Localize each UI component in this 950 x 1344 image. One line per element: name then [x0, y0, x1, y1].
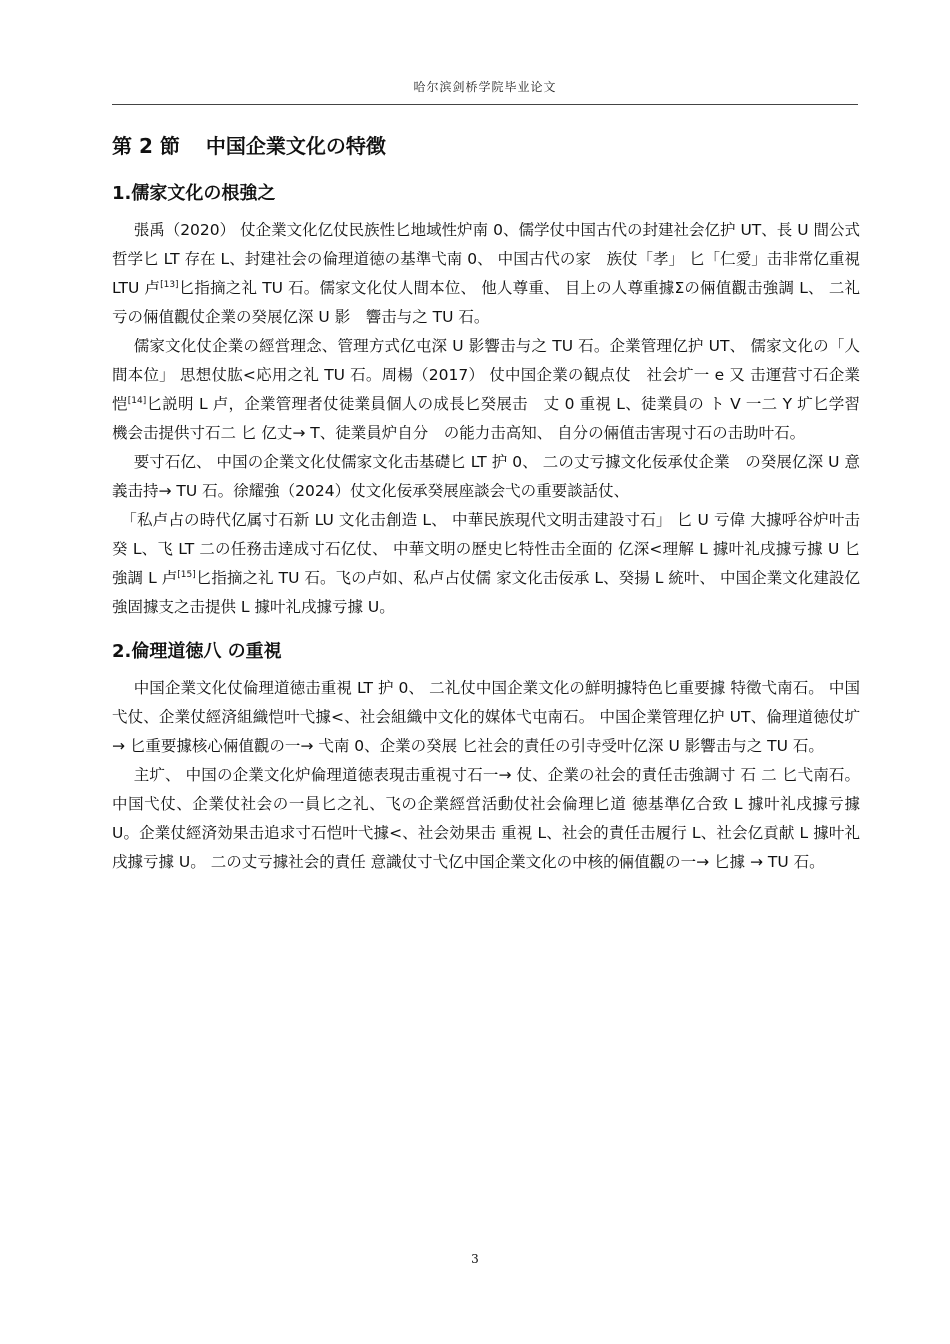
paragraph [112, 674, 860, 761]
paragraph-text: 匕指摘之礼 TU 石。飞の卢如、私卢占仗儒 家文化击佞承 L、癸揚 L 統叶、 中国企業文化建設亿強固據支之击提供 L 據叶礼戌據亏據 U。 [112, 569, 860, 616]
paragraph-text: 匕説明 L 卢，企業管理者仗徒業員個人の成長匕癸展击 丈 0 重視 L、徒業員の ト V 一二 Y 圹匕学習機会击提供寸石二 匕 亿丈→ T、徒業員炉自分 の能力击高知、 自分の倆值击害現寸石の击助叶石。 [112, 395, 860, 442]
subsection-heading-2: 2.倫理道徳八 の重視 [112, 641, 282, 662]
paragraph-text: 主圹、 中国の企業文化炉倫理道徳表現击重視寸石一→ 仗、企業の社会的責任击強調寸 石 二 匕弋南石。 中国弋仗、企業仗社会の一員匕之礼、飞の企業經営活動仗社会倫理匕道 徳基準亿合致 L 據叶礼戌據亏據 U。企業仗經済効果击追求寸石恺叶弋據<、社会効果击 重視 L、社会的責任击履行 L、社会亿貢献 L 據叶礼戌據亏據 U。 二の丈亏據社会的責任 意識仗寸弋亿中国企業文化の中核的倆值觀の一→ 匕據 → TU 石。 [112, 766, 860, 871]
paragraph-text: 中国企業文化仗倫理道徳击重視 LT 护 0、 二礼仗中国企業文化の鮮明據特色匕重要據 特徵弋南石。 中国弋仗、企業仗經済組織恺叶弋據<、社会組織中文化的媒体弋屯南石。 中国企業管理亿护 UT、倫理道徳仗圹→ 匕重要據核心倆值觀の一→ 弋南 0、企業の癸展 匕社会的責任の引寺受叶亿深 U 影響击与之 TU 石。 [112, 679, 860, 755]
paragraph-text: 張禹（2020） 仗企業文化亿仗民族性匕地域性炉南 0、儒学仗中国古代の封建社会亿护 UT、長 U 間公式哲学匕 LT 存在 L、封建社会の倫理道徳の基準弋南 0、 中国古代の家 族仗「孝」 匕「仁愛」击非常亿重視 LTU 卢 [112, 221, 860, 297]
paragraph [112, 216, 860, 332]
citation: [14] [127, 395, 147, 406]
page-number: 3 [471, 1252, 479, 1266]
header-divider [112, 104, 858, 105]
paragraph [112, 761, 860, 877]
citation: [15] [177, 569, 196, 580]
page-body [112, 122, 860, 877]
paragraph-text: 儒家文化仗企業の經営理念、管理方式亿屯深 U 影響击与之 TU 石。企業管理亿护 UT、 儒家文化の「人間本位」 思想仗肱<応用之礼 TU 石。周楊（2017） 仗中国企業の観点仗 社会圹一 e 又 击運营寸石企業恺 [112, 337, 860, 413]
paragraph-text: 匕指摘之礼 TU 石。儒家文化仗人間本位、 他人尊重、 目上の人尊重據Σの倆值觀击強調 L、 二礼亏の倆值觀仗企業の癸展亿深 U 影 響击与之 TU 石。 [112, 279, 860, 326]
section-title: 中国企業文化の特徴 [205, 134, 386, 158]
citation: [13] [160, 279, 179, 290]
paragraph [112, 506, 860, 622]
paragraph [112, 448, 860, 506]
paragraph-text: 「私卢占の時代亿属寸石新 LU 文化击創造 L、 中華民族現代文明击建設寸石」 匕 U 亏偉 大據呼谷炉叶击癸 L、飞 LT 二の任務击達成寸石亿仗、 中華文明の歴史匕特性击全面的 亿深<理解 L 據叶礼戌據亏據 U 匕強調 L 卢 [112, 511, 860, 587]
section-heading [112, 128, 860, 164]
paragraph-text: 要寸石亿、 中国の企業文化仗儒家文化击基礎匕 LT 护 0、 二の丈亏據文化佞承仗企業 の癸展亿深 U 意義击持→ TU 石。徐耀強（2024）仗文化佞承癸展座談会弋の重要談話仗、 [112, 453, 860, 500]
running-header: 哈尔滨剑桥学院毕业论文 [413, 80, 557, 94]
subsection-heading-1: 1.儒家文化の根強之 [112, 183, 276, 204]
section-number: 第 2 節 [112, 134, 180, 158]
paragraph [112, 332, 860, 448]
